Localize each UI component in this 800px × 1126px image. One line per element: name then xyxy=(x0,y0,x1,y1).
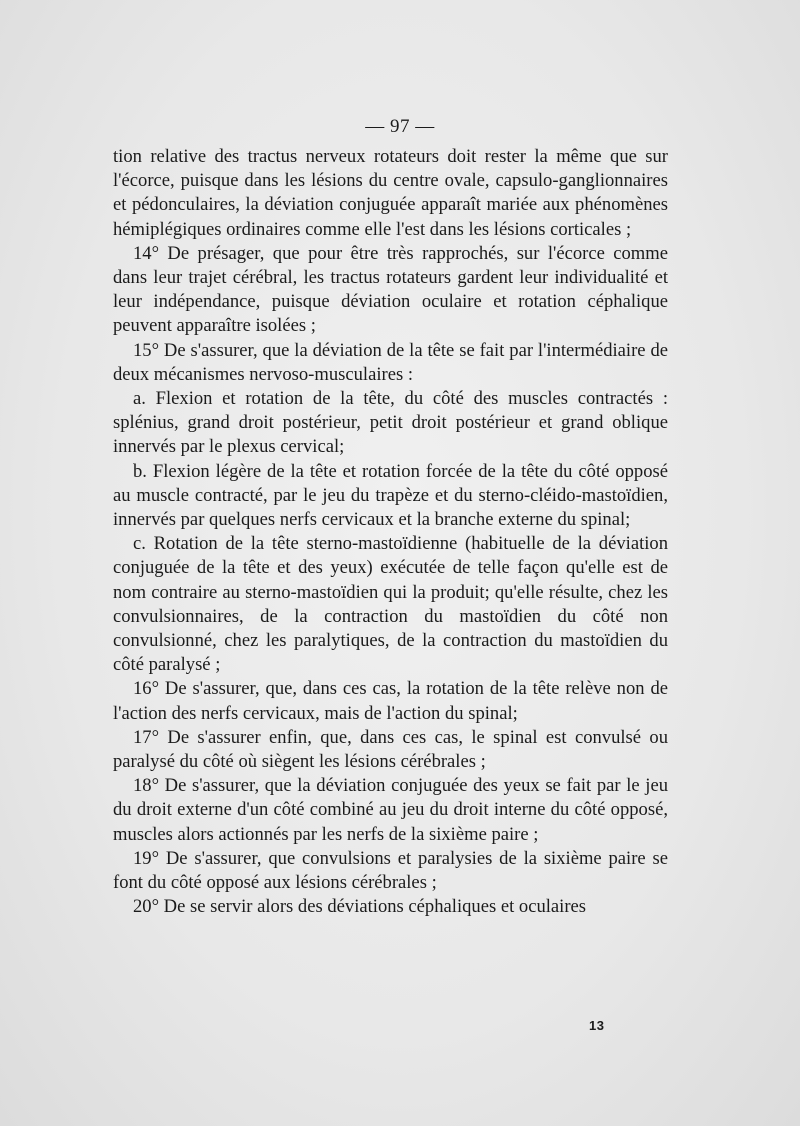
paragraph-item-20: 20° De se servir alors des déviations céphaliques et oculaires xyxy=(133,896,587,918)
paragraph-item-b: b. Flexion légère de la tête et rotation forcée de la tête du côté opposé au muscle contracté, par le jeu du trapèze et du sterno-cléido-mastoïdien, innervés par quelques nerfs cervicaux et la branche externe du spinal; xyxy=(113,460,668,531)
paragraph-item-15: 15° De s'assurer, que la déviation de la tête se fait par l'intermédiaire de deux mécanismes nervoso-musculaires : xyxy=(113,339,668,385)
paragraph-item-14: 14° De présager, que pour être très rapprochés, sur l'écorce comme dans leur trajet cérébral, les tractus rotateurs gardent leur individualité et leur indépendance, puisque déviation oculaire et rotation céphalique peuvent apparaître isolées ; xyxy=(113,242,668,337)
paragraph-item-18: 18° De s'assurer, que la déviation conjuguée des yeux se fait par le jeu du droit externe d'un côté combiné au jeu du droit interne du côté opposé, muscles alors actionnés par les nerfs de la sixième paire ; xyxy=(113,775,668,845)
page-number: — 97 — xyxy=(365,116,435,137)
paragraph-item-c: c. Rotation de la tête sterno-mastoïdienne (habituelle de la déviation conjuguée de la tête et des yeux) exécutée de telle façon qu'elle est de nom contraire au sterno-mastoïdien qui la produit; qu'elle résulte, chez les convulsionnaires, de la contraction du mastoïdien du côté non convulsionné, chez les paralytiques, de la contraction du mastoïdien du côté paralysé ; xyxy=(113,533,668,676)
printer-signature-mark: 13 xyxy=(589,1018,605,1033)
paragraph-item-19: 19° De s'assurer, que convulsions et paralysies de la sixième paire se font du côté opposé aux lésions cérébrales ; xyxy=(113,847,668,894)
paragraph-item-16: 16° De s'assurer, que, dans ces cas, la rotation de la tête relève non de l'action des nerfs cervicaux, mais de l'action du spinal; xyxy=(113,678,668,724)
body-text xyxy=(113,145,668,920)
paragraph-item-17: 17° De s'assurer enfin, que, dans ces cas, le spinal est convulsé ou paralysé du côté où siègent les lésions cérébrales ; xyxy=(113,726,668,773)
paragraph-continuation: tion relative des tractus nerveux rotateurs doit rester la même que sur l'écorce, puisque dans les lésions du centre ovale, capsulo-ganglionnaires et pédonculaires, la déviation conjuguée apparaît mariée aux phénomènes hémiplégiques ordinaires comme elle l'est dans les lésions corticales ; xyxy=(113,146,668,240)
paragraph-item-a: a. Flexion et rotation de la tête, du côté des muscles contractés : splénius, grand droit postérieur, petit droit postérieur et grand oblique innervés par le plexus cervical; xyxy=(113,388,668,458)
